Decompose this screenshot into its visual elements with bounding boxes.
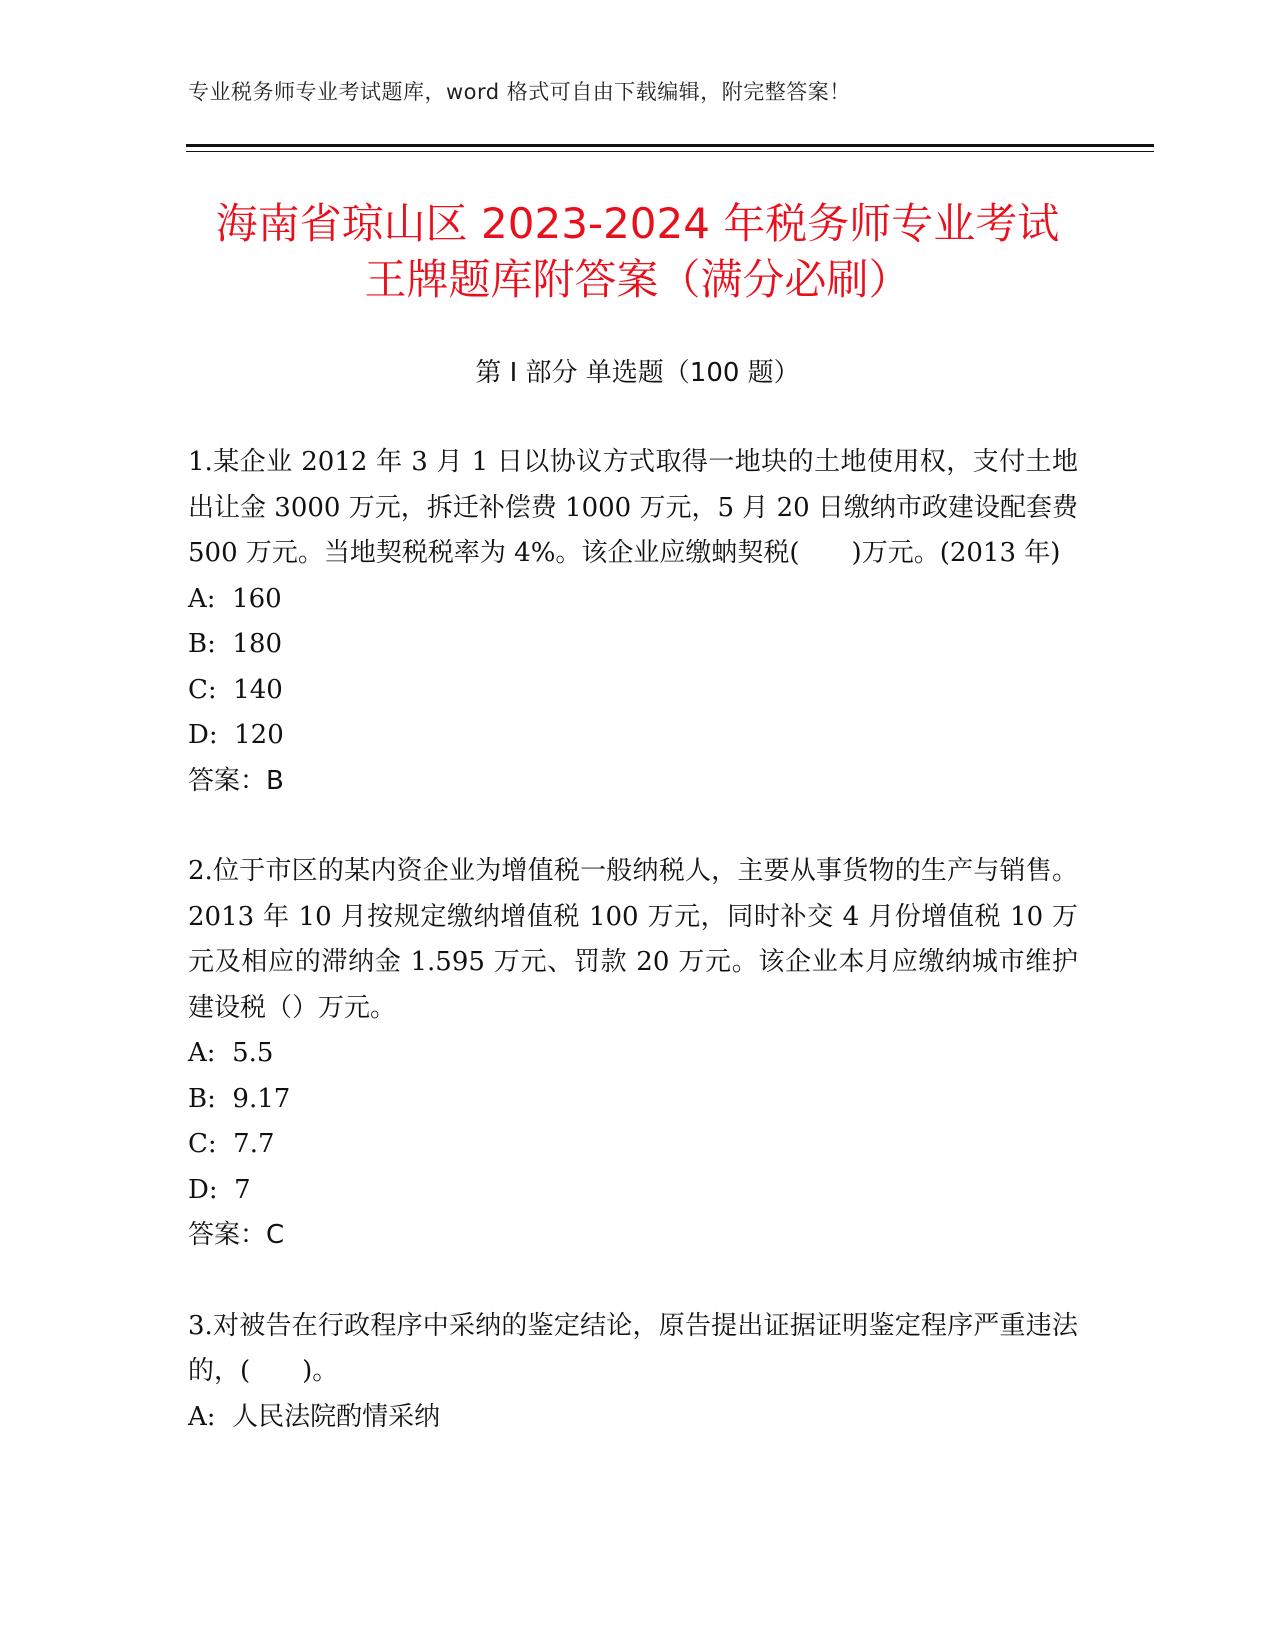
question-stem: 3.对被告在行政程序中采纳的鉴定结论，原告提出证据证明鉴定程序严重违法的，( )。 [188,1310,1078,1386]
title-line-1: 海南省琼山区 2023-2024 年税务师专业考试 [215,199,1060,248]
option-c: C: 7.7 [188,1129,275,1159]
question-stem: 2.位于市区的某内资企业为增值税一般纳税人，主要从事货物的生产与销售。2013 年 10 月按规定缴纳增值税 100 万元，同时补交 4 月份增值税 10 万元及相应的滞纳金 1.595 万元、罚款 20 万元。该企业本月应缴纳城市维护建设税（）万元。 [188,856,1078,1023]
question-2 [188,849,1078,1259]
option-b: B: 180 [188,629,283,659]
question-1 [188,440,1078,804]
question-spacer [188,804,1078,849]
question-list [188,440,1078,1440]
option-a: A: 5.5 [188,1038,274,1068]
option-c: C: 140 [188,674,283,705]
header-rule-thick [186,144,1154,147]
title-line-2: 王牌题库附答案（满分必刷） [364,255,911,304]
option-d: D: 7 [188,1174,251,1205]
header-note: 专业税务师专业考试题库，word 格式可自由下载编辑，附完整答案！ [188,80,851,104]
option-a: A: 160 [188,583,282,614]
answer-line: 答案：B [188,765,284,796]
section-heading: 第 I 部分 单选题（100 题） [475,358,800,388]
option-a: A: 人民法院酌情采纳 [188,1401,441,1432]
question-stem: 1.某企业 2012 年 3 月 1 日以协议方式取得一地块的土地使用权，支付土地出让金 3000 万元，拆迁补偿费 1000 万元，5 月 20 日缴纳市政建设配套费 500 万元。当地契税税率为 4%。该企业应缴蚋契税( )万元。(2013 年) [188,447,1078,568]
option-d: D: 120 [188,720,284,750]
question-3 [188,1304,1078,1441]
document-title [150,196,1125,308]
option-b: B: 9.17 [188,1083,291,1114]
header-rule-thin [186,151,1154,152]
question-spacer [188,1259,1078,1304]
answer-line: 答案：C [188,1220,285,1250]
